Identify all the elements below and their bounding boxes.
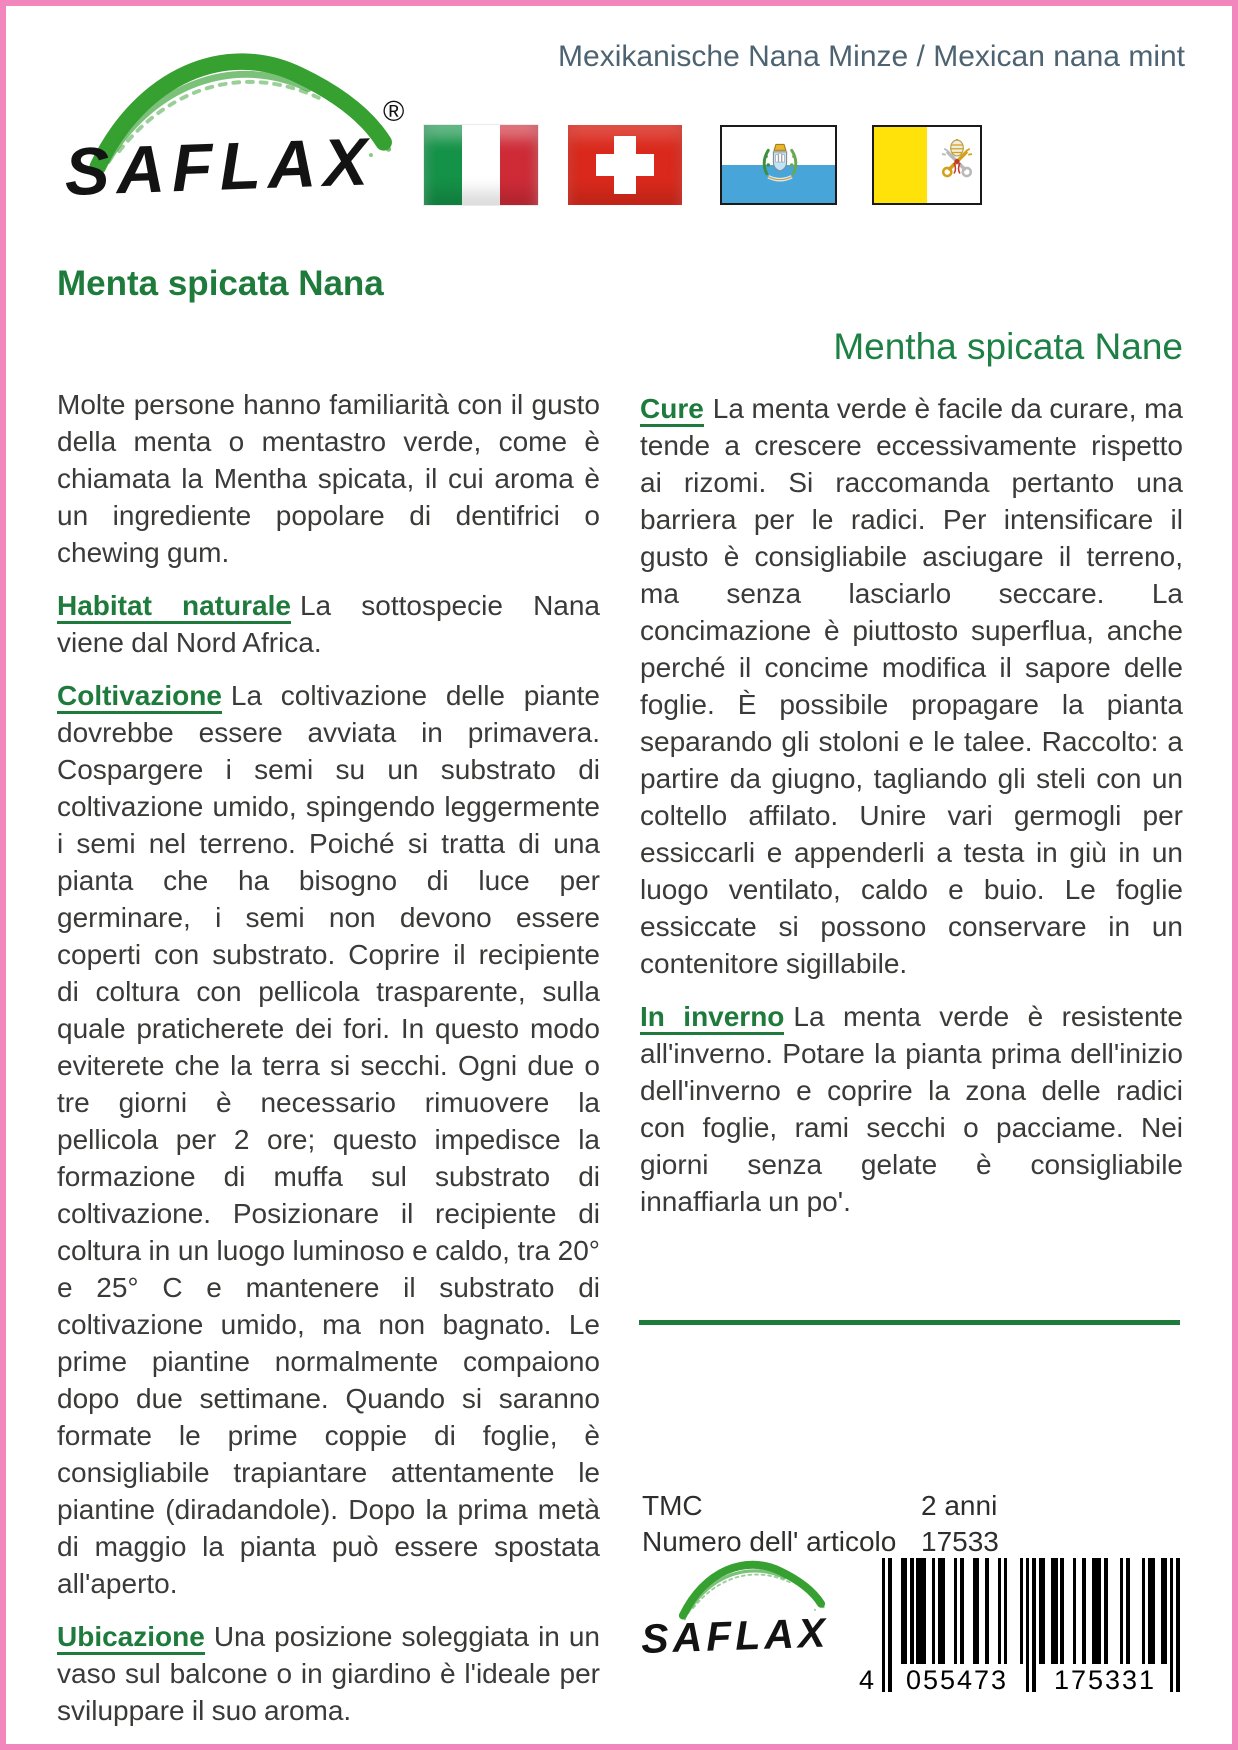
section-heading: Cure xyxy=(640,393,704,427)
flag-switzerland-icon xyxy=(568,125,682,205)
saflax-logo-wordmark-small: SAFLAX xyxy=(640,1609,830,1663)
section-text: Una posizione soleggiata in un vaso sul balcone o in giardino è l'ideale per sviluppare il suo aroma. xyxy=(57,1621,600,1726)
barcode-bar xyxy=(1082,1558,1085,1664)
info-row-article-number xyxy=(642,1524,999,1560)
barcode-bar xyxy=(998,1558,1001,1664)
section-heading: Habitat naturale xyxy=(57,590,291,624)
barcode-bar xyxy=(1004,1558,1007,1664)
info-value: 2 anni xyxy=(921,1490,998,1521)
page-title-italian: Menta spicata Nana xyxy=(57,264,384,303)
barcode-bar xyxy=(960,1558,963,1664)
san-marino-coat-of-arms-icon xyxy=(758,140,802,190)
info-value: 17533 xyxy=(921,1526,999,1557)
barcode-bar xyxy=(1164,1558,1167,1664)
barcode-digit-prefix: 4 xyxy=(858,1665,876,1695)
vatican-keys-tiara-icon xyxy=(936,139,978,193)
barcode-bar xyxy=(976,1558,979,1664)
barcode-bar xyxy=(1060,1558,1063,1664)
barcode-bar xyxy=(1104,1558,1107,1664)
barcode-bar xyxy=(1176,1558,1179,1692)
barcode-bar xyxy=(910,1558,913,1664)
barcode-bar xyxy=(954,1558,957,1664)
saflax-logo-wordmark: SAFLAX xyxy=(63,124,376,211)
info-label: Numero dell' articolo xyxy=(642,1526,897,1557)
flag-vatican-icon xyxy=(872,125,982,205)
barcode-bar xyxy=(1120,1558,1123,1664)
barcode-bar xyxy=(932,1558,935,1664)
barcode-bar xyxy=(985,1558,988,1664)
divider-rule xyxy=(639,1320,1180,1325)
info-row-tmc xyxy=(642,1488,999,1524)
section-text: La sottospecie Nana viene dal Nord Africa. xyxy=(57,590,601,658)
barcode-bar xyxy=(1026,1558,1029,1692)
flag-italy-icon xyxy=(424,125,538,205)
product-subtitle: Mexikanische Nana Minze / Mexican nana mint xyxy=(558,40,1185,73)
barcode-bar xyxy=(1073,1558,1076,1664)
barcode-bar xyxy=(1126,1558,1129,1664)
section-habitat-naturale xyxy=(57,587,600,661)
barcode-digits-left: 055473 xyxy=(894,1666,1020,1694)
section-coltivazione xyxy=(57,677,600,1602)
barcode-bar xyxy=(1042,1558,1045,1664)
barcode-bar xyxy=(941,1558,944,1664)
barcode-bar xyxy=(1170,1558,1173,1692)
barcode-bar xyxy=(1032,1558,1035,1692)
section-heading: Coltivazione xyxy=(57,680,222,714)
ean13-barcode xyxy=(858,1558,1182,1698)
barcode-bar xyxy=(1020,1558,1023,1664)
section-text: La menta verde è facile da curare, ma tende a crescere eccessivamente rispetto ai rizomi. Si raccomanda pertanto una barriera per le radici. Per intensificare il gusto è consigliabile asciugare il terreno, ma senza lasciarlo seccare. La concimazione è piuttosto superflua, anche perché il concime modifica il sapore delle foglie. È possibile propagare la pianta separando gli stoloni e le talee. Raccolto: a partire da giugno, tagliando gli steli con un coltello affilato. Unire vari germogli per essiccarli e appenderli a testa in giù in un luogo ventilato, caldo e buio. Le foglie essiccate si possono conservare in un contenitore sigillabile. xyxy=(640,393,1183,979)
barcode-bar xyxy=(882,1558,885,1692)
left-text-column xyxy=(57,386,600,1745)
section-text: La menta verde è resistente all'inverno. Potare la pianta prima dell'inizio dell'inverno e coprire la zona delle radici con foglie, rami secchi o pacciame. Nei giorni senza gelate è consigliabile innaffiarla un po'. xyxy=(640,1001,1183,1217)
barcode-digits-right: 175331 xyxy=(1042,1666,1168,1694)
section-in-inverno xyxy=(640,998,1183,1220)
flag-san-marino-icon xyxy=(720,125,837,205)
barcode-bar xyxy=(888,1558,891,1692)
info-label: TMC xyxy=(642,1490,703,1521)
registered-trademark-icon: ® xyxy=(383,96,405,128)
section-cure xyxy=(640,390,1183,982)
barcode-bar xyxy=(923,1558,926,1664)
section-heading: In inverno xyxy=(640,1001,784,1035)
product-info-table xyxy=(642,1488,999,1560)
section-heading: Ubicazione xyxy=(57,1621,205,1655)
barcode-bar xyxy=(904,1558,907,1664)
intro-paragraph: Molte persone hanno familiarità con il gusto della menta o mentastro verde, come è chiamata la Mentha spicata, il cui aroma è un ingrediente popolare di dentifrici o chewing gum. xyxy=(57,389,600,568)
right-text-column xyxy=(640,390,1183,1236)
barcode-bar xyxy=(1151,1558,1154,1664)
barcode-bar xyxy=(1098,1558,1101,1664)
page-title-latin: Mentha spicata Nane xyxy=(833,326,1183,367)
section-text: La coltivazione delle piante dovrebbe essere avviata in primavera. Cospargere i semi su un substrato di coltivazione umido, spingendo leggermente i semi nel terreno. Poiché si tratta di una pianta che ha bisogno di luce per germinare, i semi non devono essere coperti con substrato. Coprire il recipiente di coltura con pellicola trasparente, sulla quale praticherete dei fori. In questo modo eviterete che la terra si secchi. Ogni due o tre giorni è necessario rimuovere la pellicola per 2 ore; questo impedisce la formazione di muffa sul substrato di coltivazione. Posizionare il recipiente di coltura in un luogo luminoso e caldo, tra 20° e 25° C e mantenere il substrato di coltivazione umido, ma non bagnato. Le prime piantine normalmente compaiono dopo due settimane. Quando si saranno formate le prime coppie di foglie, è consigliabile trapiantare attentamente le piantine (diradandole). Dopo la prima metà di maggio la pianta può essere spostata all'aperto. xyxy=(57,680,600,1599)
barcode-bar xyxy=(1054,1558,1057,1664)
barcode-bar xyxy=(1142,1558,1145,1664)
section-ubicazione xyxy=(57,1618,600,1729)
